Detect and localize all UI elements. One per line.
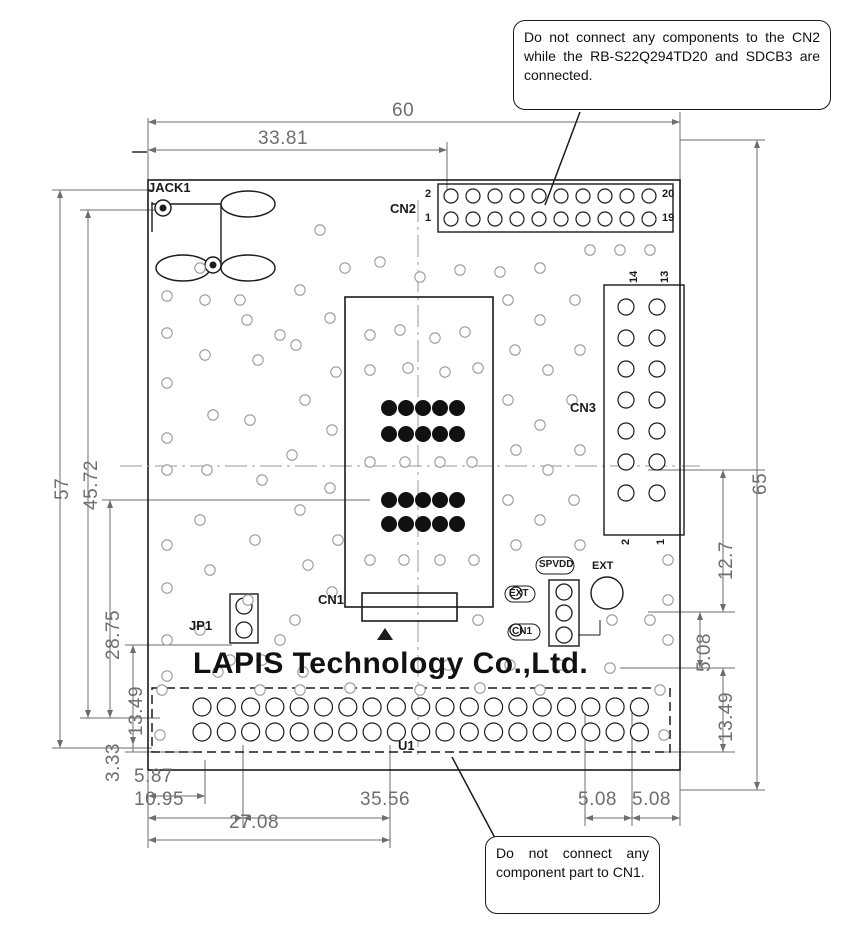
label-cn1-small: CN1: [512, 626, 533, 637]
dimension-5-08-right: 5.08: [694, 633, 715, 672]
cn3-pin-1: 1: [655, 538, 667, 545]
label-cn2: CN2: [390, 201, 417, 216]
cn3-pin-13: 13: [659, 270, 671, 283]
dimension-5-87: 5.87: [134, 766, 173, 787]
label-cn3: CN3: [570, 400, 597, 415]
dimension-33-81: 33.81: [258, 128, 309, 149]
callout-cn1-note: Do not connect any component part to CN1.: [485, 836, 660, 914]
dimension-10-95: 10.95: [134, 789, 185, 810]
brand-silkscreen: LAPIS Technology Co.,Ltd.: [193, 647, 589, 680]
dimension-28-75: 28.75: [103, 609, 124, 660]
dimension-5-08-bottom-a: 5.08: [578, 789, 617, 810]
label-jp1: JP1: [189, 618, 213, 633]
dimension-13-49-left: 13.49: [126, 685, 147, 736]
cn2-pin-19: 19: [662, 212, 675, 224]
dimension-35-56: 35.56: [360, 789, 411, 810]
dimension-3-33: 3.33: [103, 743, 124, 782]
cn3-pin-2: 2: [620, 538, 632, 545]
label-ext-left: EXT: [509, 588, 529, 599]
label-cn1-main: U1: [398, 738, 415, 753]
dimension-13-49-right: 13.49: [716, 691, 737, 742]
dimension-65: 65: [750, 472, 771, 495]
callout-cn2-note: Do not connect any components to the CN2 while the RB-S22Q294TD20 and SDCB3 are connected.: [513, 20, 831, 110]
dimension-5-08-bottom-b: 5.08: [632, 789, 671, 810]
label-jack1: JACK1: [148, 180, 191, 195]
cn3-pin-14: 14: [628, 270, 640, 283]
dimension-60: 60: [392, 100, 415, 121]
dimension-27-08: 27.08: [229, 812, 280, 833]
dimension-45-72: 45.72: [81, 459, 102, 510]
cn2-pin-2: 2: [425, 188, 432, 200]
cn2-pin-1: 1: [425, 212, 432, 224]
cn2-pin-20: 20: [662, 188, 675, 200]
label-spvdd: SPVDD: [539, 559, 574, 570]
label-ext-right: EXT: [592, 560, 614, 572]
dimension-12-7: 12.7: [716, 541, 737, 580]
label-u1: CN1: [318, 592, 345, 607]
dimension-57: 57: [52, 477, 73, 500]
